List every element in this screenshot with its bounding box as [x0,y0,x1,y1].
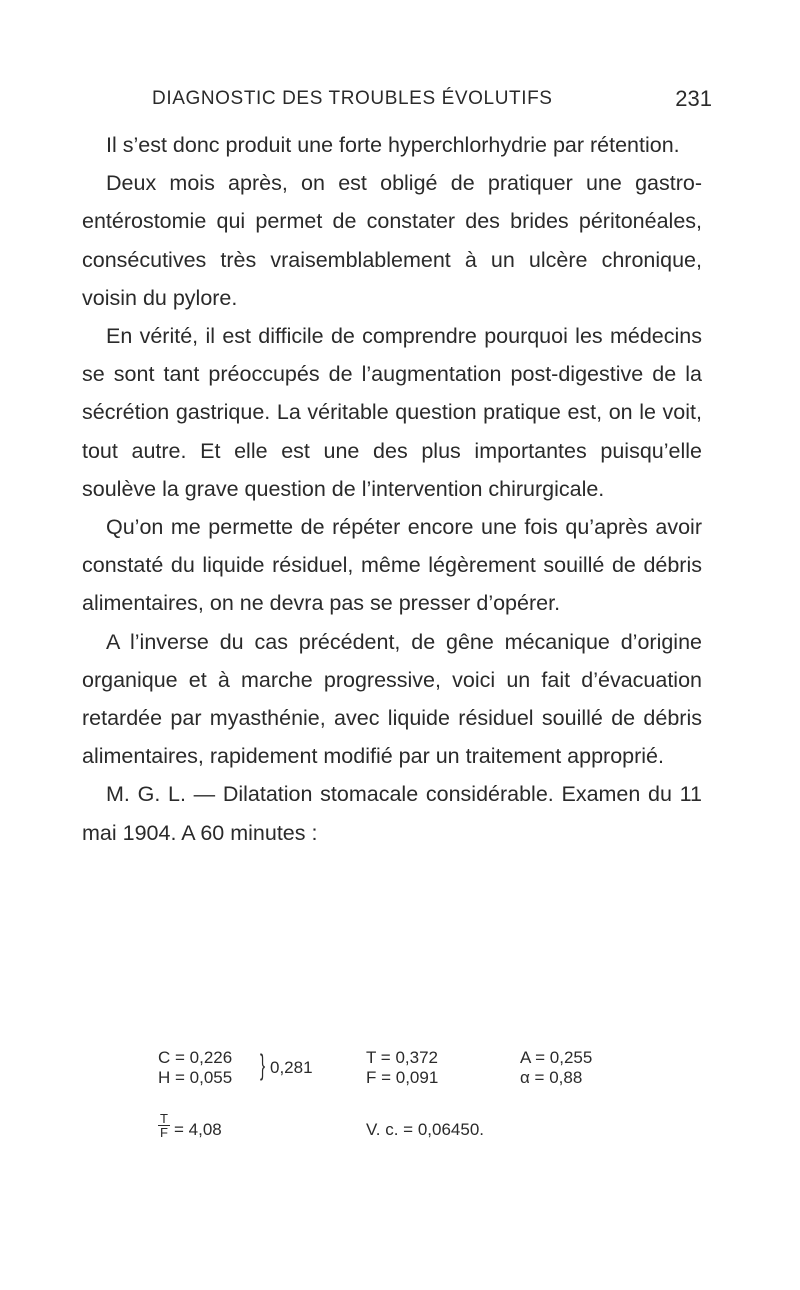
paragraph-case-intro: A l’inverse du cas précédent, de gêne mécanique d’origine organique et à marche progressive, voici un fait d’évacuation retardée par myasthénie, avec liquide résiduel souillé de débris alimentaires, rapidement modifié par un traitement approprié. [82,629,702,769]
brace-glyph: } [260,1049,266,1083]
paragraph-advice: Qu’on me permette de répéter encore une fois qu’après avoir constaté du liquide résiduel, même légèrement souillé de débris alimentaires, on ne devra pas se presser d’opérer. [82,515,702,616]
value-h: H = 0,055 [158,1068,233,1087]
value-f: F = 0,091 [366,1068,439,1087]
ratio-denominator: F [160,1125,168,1140]
running-head [152,88,712,120]
paragraph-conclusion: Il s’est donc produit une forte hyperchlorhydrie par rétention. [106,133,680,157]
running-title: DIAGNOSTIC DES TROUBLES ÉVOLUTIFS [152,88,553,109]
gastric-analysis-formula [158,1048,658,1178]
ratio-t-over-f [158,1112,170,1139]
value-a: A = 0,255 [520,1048,593,1067]
value-ch-sum: 0,281 [270,1058,313,1077]
brace-symbol [260,1048,266,1083]
value-ratio: = 4,08 [174,1120,222,1139]
body-text [82,126,702,852]
page-number: 231 [675,86,712,111]
value-vc: V. c. = 0,06450. [366,1120,484,1139]
ratio-numerator: T [160,1111,168,1126]
paragraph-case-header: M. G. L. — Dilatation stomacale considérable. Examen du 11 mai 1904. A 60 minutes : [82,782,702,845]
value-c: C = 0,226 [158,1048,233,1067]
paragraph-discussion: En vérité, il est difficile de comprendre pourquoi les médecins se sont tant préoccupés de l’augmentation post-digestive de la sécrétion gastrique. La véritable question pratique est, on le voit, tout autre. Et elle est une des plus importantes puisqu’elle soulève la grave question de l’intervention chirurgicale. [82,324,702,501]
value-t: T = 0,372 [366,1048,438,1067]
paragraph-surgery: Deux mois après, on est obligé de pratiquer une gastro-entérostomie qui permet de constater des brides péritonéales, consécutives très vraisemblablement à un ulcère chronique, voisin du pylore. [82,171,702,310]
value-alpha: α = 0,88 [520,1068,583,1087]
